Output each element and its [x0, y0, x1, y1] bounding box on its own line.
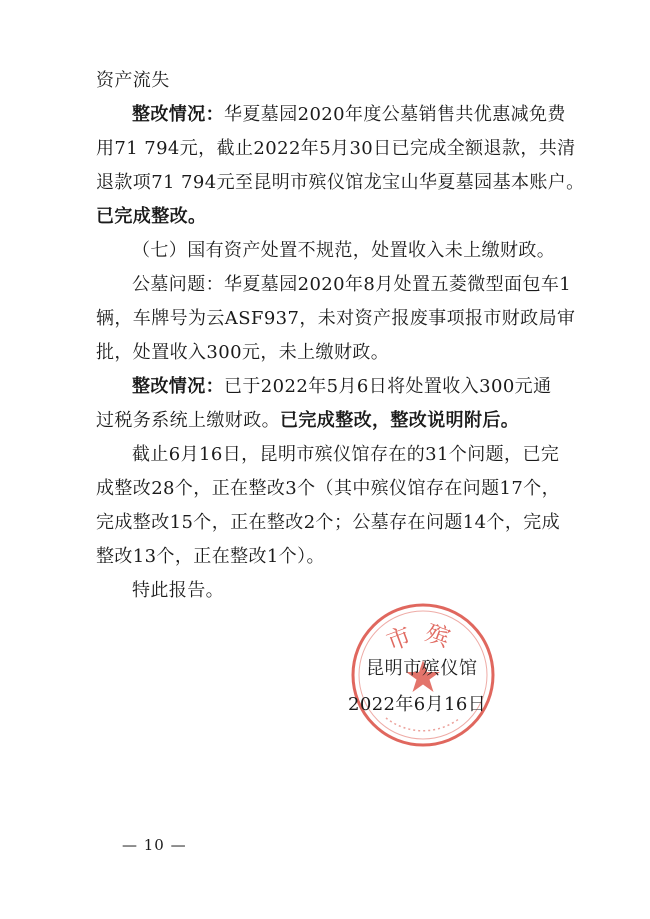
text-line	[96, 410, 556, 432]
text-line: 成整改28个，正在整改3个（其中殡仪馆存在问题17个，	[96, 478, 561, 499]
seal-serial-arc	[386, 718, 460, 731]
text-line: 完成整改15个，正在整改2个；公墓存在问题14个，完成	[96, 512, 561, 533]
seal-text: 市殡	[382, 618, 464, 657]
text-span: 已于2022年5月6日将处置收入300元通	[224, 376, 552, 397]
text-line: 退款项71 794元至昆明市殡仪馆龙宝山华夏墓园基本账户。	[96, 172, 585, 193]
text-line: 资产流失	[96, 70, 170, 91]
closing-text: 特此报告。	[132, 580, 224, 601]
signature-date: 2022年6月16日	[348, 694, 487, 715]
text-span-bold: 已完成整改，整改说明附后。	[280, 410, 520, 431]
text-line: 批，处置收入300元，未上缴财政。	[96, 342, 390, 363]
text-line: 已完成整改。	[96, 206, 207, 227]
text-line: 公墓问题：华夏墓园2020年8月处置五菱微型面包车1	[132, 274, 572, 295]
signature-organization: 昆明市殡仪馆	[366, 658, 478, 679]
section-label: 整改情况：	[132, 376, 224, 397]
text-line: 辆，车牌号为云ASF937，未对资产报废事项报市财政局审	[96, 308, 576, 329]
text-line: 整改13个，正在整改1个）。	[96, 546, 325, 567]
text-line: 截止6月16日，昆明市殡仪馆存在的31个问题，已完	[132, 444, 560, 465]
section-label: 整改情况：	[132, 104, 224, 125]
text-span: 过税务系统上缴财政。	[96, 410, 280, 431]
text-span: 华夏墓园2020年度公墓销售共优惠减免费	[224, 104, 566, 125]
text-line: 用71 794元，截止2022年5月30日已完成全额退款，共清	[96, 138, 576, 159]
text-line	[132, 376, 592, 398]
section-heading: （七）国有资产处置不规范，处置收入未上缴财政。	[132, 240, 556, 261]
text-line	[132, 104, 592, 126]
page-number: — 10 —	[122, 836, 187, 854]
